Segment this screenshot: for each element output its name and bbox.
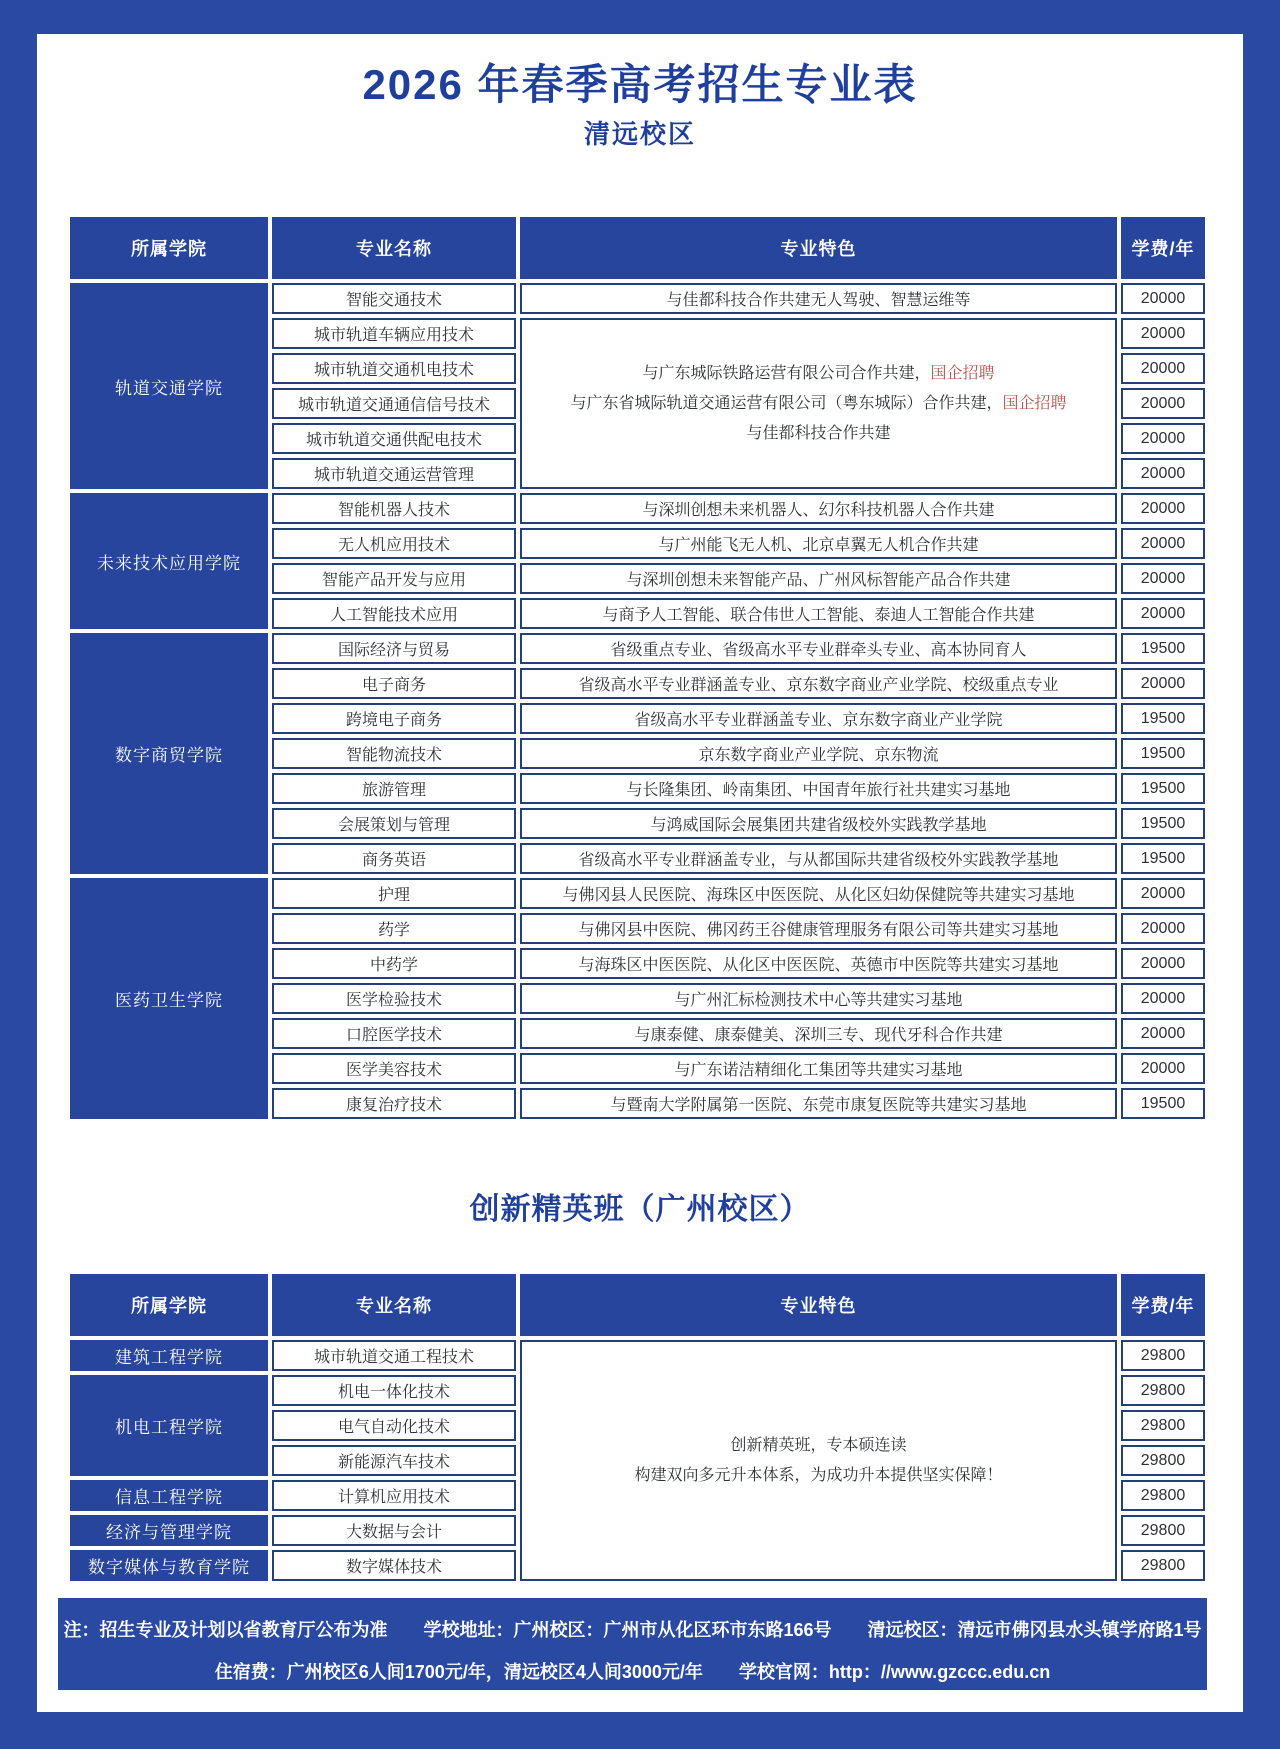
college-cell: 医药卫生学院	[70, 878, 268, 1119]
feature-text: 创新精英班，专本硕连读	[730, 1436, 907, 1454]
fee-cell: 20000	[1121, 493, 1205, 524]
major-cell: 药学	[272, 913, 516, 944]
fee-cell: 20000	[1121, 1053, 1205, 1084]
feature-cell: 省级高水平专业群涵盖专业、京东数字商业产业学院	[520, 703, 1117, 734]
elite-class-section-title: 创新精英班（广州校区）	[469, 1193, 811, 1226]
major-cell: 电气自动化技术	[272, 1410, 516, 1441]
feature-text: 与佳都科技合作共建	[746, 424, 891, 442]
college-cell: 数字媒体与教育学院	[70, 1550, 268, 1581]
feature-line	[528, 389, 1109, 419]
major-cell: 智能机器人技术	[272, 493, 516, 524]
fee-cell: 19500	[1121, 808, 1205, 839]
college-cell: 机电工程学院	[70, 1375, 268, 1476]
major-cell: 城市轨道交通工程技术	[272, 1340, 516, 1371]
feature-text: 与广东省城际轨道交通运营有限公司（粤东城际）合作共建，	[570, 394, 1003, 412]
fee-cell: 20000	[1121, 913, 1205, 944]
feature-line	[528, 1461, 1109, 1491]
fee-cell: 20000	[1121, 598, 1205, 629]
major-cell: 城市轨道车辆应用技术	[272, 318, 516, 349]
feature-cell: 与佳都科技合作共建无人驾驶、智慧运维等	[520, 283, 1117, 314]
major-cell: 医学检验技术	[272, 983, 516, 1014]
col-header-major: 专业名称	[272, 217, 516, 279]
feature-cell: 省级高水平专业群涵盖专业、京东数字商业产业学院、校级重点专业	[520, 668, 1117, 699]
fee-cell: 20000	[1121, 983, 1205, 1014]
major-cell: 智能物流技术	[272, 738, 516, 769]
feature-text: 构建双向多元升本体系，为成功升本提供坚实保障！	[634, 1466, 1003, 1484]
major-cell: 跨境电子商务	[272, 703, 516, 734]
feature-cell-merged	[520, 1340, 1117, 1581]
campus1-table	[66, 213, 1209, 1123]
fee-cell: 29800	[1121, 1445, 1205, 1476]
fee-cell: 19500	[1121, 703, 1205, 734]
feature-line	[528, 359, 1109, 389]
major-cell: 计算机应用技术	[272, 1480, 516, 1511]
footer-note-line2: 住宿费：广州校区6人间1700元/年，清远校区4人间3000元/年 学校官网：http：//www.gzccc.edu.cn	[214, 1662, 1051, 1682]
major-cell: 口腔医学技术	[272, 1018, 516, 1049]
fee-cell: 19500	[1121, 1088, 1205, 1119]
fee-cell: 20000	[1121, 563, 1205, 594]
table-header-row	[70, 1274, 1205, 1336]
fee-cell: 19500	[1121, 738, 1205, 769]
major-cell: 机电一体化技术	[272, 1375, 516, 1406]
col-header-fee: 学费/年	[1121, 217, 1205, 279]
fee-cell: 19500	[1121, 843, 1205, 874]
college-cell: 未来技术应用学院	[70, 493, 268, 629]
col-header-college: 所属学院	[70, 1274, 268, 1336]
major-cell: 数字媒体技术	[272, 1550, 516, 1581]
major-cell: 人工智能技术应用	[272, 598, 516, 629]
major-cell: 康复治疗技术	[272, 1088, 516, 1119]
major-cell: 商务英语	[272, 843, 516, 874]
feature-cell: 与商予人工智能、联合伟世人工智能、泰迪人工智能合作共建	[520, 598, 1117, 629]
feature-cell: 与佛冈县人民医院、海珠区中医医院、从化区妇幼保健院等共建实习基地	[520, 878, 1117, 909]
fee-cell: 20000	[1121, 458, 1205, 489]
soe-recruit-tag: 国企招聘	[930, 364, 995, 382]
fee-cell: 29800	[1121, 1410, 1205, 1441]
major-cell: 中药学	[272, 948, 516, 979]
table-row	[70, 633, 1205, 664]
fee-cell: 20000	[1121, 423, 1205, 454]
col-header-feature: 专业特色	[520, 1274, 1117, 1336]
col-header-feature: 专业特色	[520, 217, 1117, 279]
fee-cell: 20000	[1121, 948, 1205, 979]
feature-cell: 与深圳创想未来智能产品、广州风标智能产品合作共建	[520, 563, 1117, 594]
major-cell: 会展策划与管理	[272, 808, 516, 839]
fee-cell: 20000	[1121, 668, 1205, 699]
college-cell: 轨道交通学院	[70, 283, 268, 489]
major-cell: 大数据与会计	[272, 1515, 516, 1546]
feature-cell: 与广州汇标检测技术中心等共建实习基地	[520, 983, 1117, 1014]
feature-line	[528, 419, 1109, 449]
col-header-major: 专业名称	[272, 1274, 516, 1336]
feature-cell: 与佛冈县中医院、佛冈药王谷健康管理服务有限公司等共建实习基地	[520, 913, 1117, 944]
fee-cell: 29800	[1121, 1340, 1205, 1371]
elite-table	[66, 1270, 1209, 1585]
fee-cell: 20000	[1121, 318, 1205, 349]
major-cell: 城市轨道交通通信信号技术	[272, 388, 516, 419]
feature-cell: 与暨南大学附属第一医院、东莞市康复医院等共建实习基地	[520, 1088, 1117, 1119]
feature-cell: 省级高水平专业群涵盖专业，与从都国际共建省级校外实践教学基地	[520, 843, 1117, 874]
footer-note-line1: 注：招生专业及计划以省教育厅公布为准 学校地址：广州校区：广州市从化区环市东路166号 清远校区：清远市佛冈县水头镇学府路1号	[63, 1620, 1202, 1640]
fee-cell: 20000	[1121, 528, 1205, 559]
table-row	[70, 878, 1205, 909]
fee-cell: 20000	[1121, 878, 1205, 909]
col-header-college: 所属学院	[70, 217, 268, 279]
feature-text: 与广东城际铁路运营有限公司合作共建，	[642, 364, 931, 382]
campus-subtitle: 清远校区	[583, 119, 696, 149]
college-cell: 建筑工程学院	[70, 1340, 268, 1371]
major-cell: 智能产品开发与应用	[272, 563, 516, 594]
content-sheet	[37, 34, 1243, 1712]
fee-cell: 29800	[1121, 1375, 1205, 1406]
major-cell: 护理	[272, 878, 516, 909]
table-header-row	[70, 217, 1205, 279]
fee-cell: 19500	[1121, 773, 1205, 804]
fee-cell: 29800	[1121, 1515, 1205, 1546]
footer-note-band	[58, 1598, 1207, 1690]
table-row	[70, 493, 1205, 524]
college-cell: 信息工程学院	[70, 1480, 268, 1511]
major-cell: 城市轨道交通机电技术	[272, 353, 516, 384]
feature-cell-merged	[520, 318, 1117, 489]
major-cell: 新能源汽车技术	[272, 1445, 516, 1476]
feature-cell: 省级重点专业、省级高水平专业群牵头专业、高本协同育人	[520, 633, 1117, 664]
major-cell: 城市轨道交通供配电技术	[272, 423, 516, 454]
major-cell: 无人机应用技术	[272, 528, 516, 559]
fee-cell: 19500	[1121, 633, 1205, 664]
major-cell: 智能交通技术	[272, 283, 516, 314]
major-cell: 国际经济与贸易	[272, 633, 516, 664]
soe-recruit-tag: 国企招聘	[1002, 394, 1067, 412]
college-cell: 经济与管理学院	[70, 1515, 268, 1546]
college-cell: 数字商贸学院	[70, 633, 268, 874]
fee-cell: 20000	[1121, 388, 1205, 419]
fee-cell: 20000	[1121, 1018, 1205, 1049]
feature-cell: 与广东诺洁精细化工集团等共建实习基地	[520, 1053, 1117, 1084]
feature-cell: 与康泰健、康泰健美、深圳三专、现代牙科合作共建	[520, 1018, 1117, 1049]
fee-cell: 29800	[1121, 1550, 1205, 1581]
major-cell: 旅游管理	[272, 773, 516, 804]
feature-cell: 与广州能飞无人机、北京卓翼无人机合作共建	[520, 528, 1117, 559]
feature-cell: 与长隆集团、岭南集团、中国青年旅行社共建实习基地	[520, 773, 1117, 804]
table-row	[70, 1340, 1205, 1371]
feature-cell: 与鸿威国际会展集团共建省级校外实践教学基地	[520, 808, 1117, 839]
major-cell: 城市轨道交通运营管理	[272, 458, 516, 489]
feature-line	[528, 1431, 1109, 1461]
fee-cell: 20000	[1121, 353, 1205, 384]
col-header-fee: 学费/年	[1121, 1274, 1205, 1336]
page-title: 2026 年春季高考招生专业表	[362, 61, 918, 108]
fee-cell: 20000	[1121, 283, 1205, 314]
feature-cell: 与深圳创想未来机器人、幻尔科技机器人合作共建	[520, 493, 1117, 524]
fee-cell: 29800	[1121, 1480, 1205, 1511]
major-cell: 电子商务	[272, 668, 516, 699]
table-row	[70, 283, 1205, 314]
feature-cell: 京东数字商业产业学院、京东物流	[520, 738, 1117, 769]
major-cell: 医学美容技术	[272, 1053, 516, 1084]
feature-cell: 与海珠区中医医院、从化区中医医院、英德市中医院等共建实习基地	[520, 948, 1117, 979]
